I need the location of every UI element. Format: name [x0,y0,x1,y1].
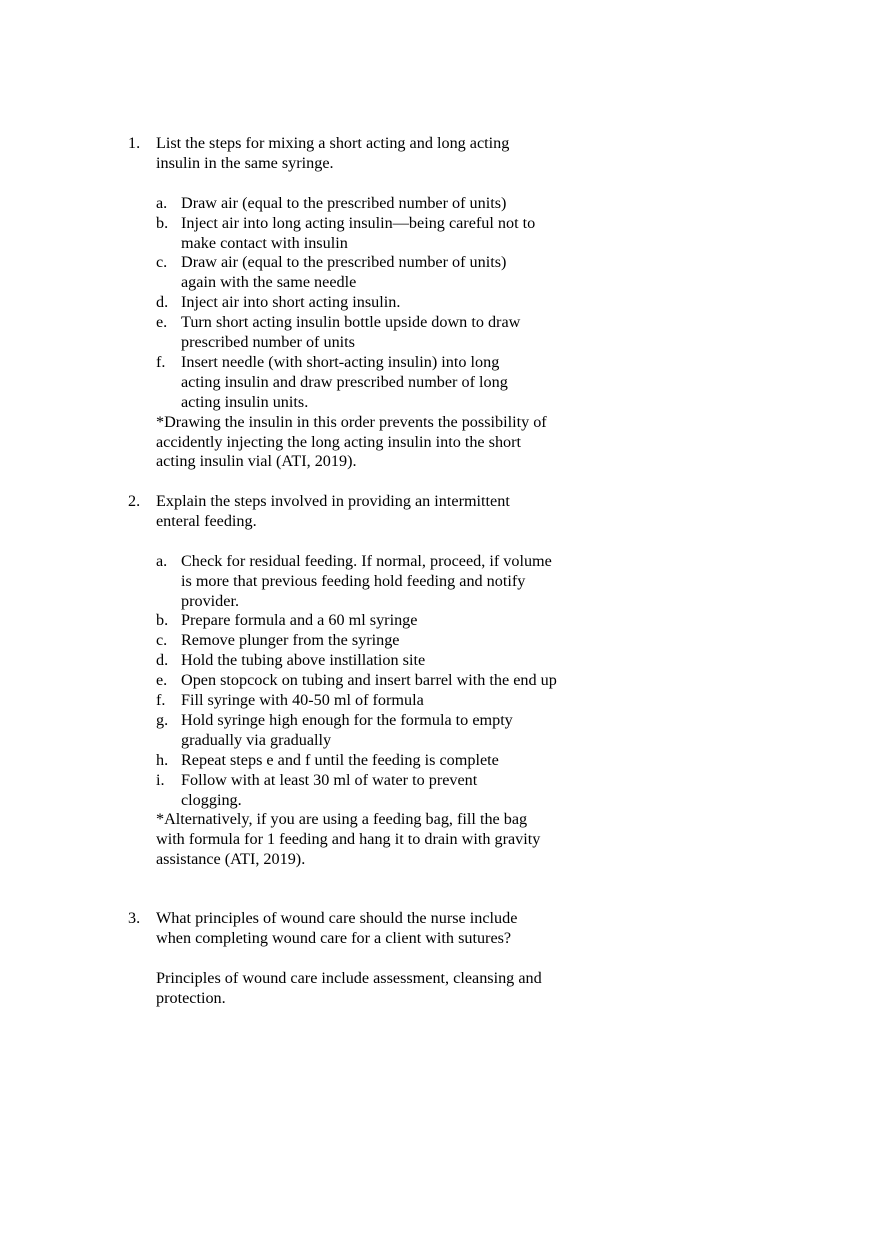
step-letter: b. [156,213,169,232]
question-1-prompt [0,134,880,174]
list-item [0,651,880,671]
question-2-note: *Alternatively, if you are using a feeding bag, fill the bag with formula for 1 feeding and hang it to drain with gravity assistance (ATI, 2019). [156,810,541,869]
step-letter: a. [156,551,168,570]
list-item [0,611,880,631]
step-text: Open stopcock on tubing and insert barrel with the end up [181,671,557,690]
step-letter: c. [156,631,168,650]
step-text: Turn short acting insulin bottle upside down to draw prescribed number of units [181,313,521,352]
step-text: Insert needle (with short-acting insulin) into long acting insulin and draw prescribed number of long acting insulin units. [181,352,508,411]
list-item [0,771,880,811]
step-text: Inject air into long acting insulin—being careful not to make contact with insulin [181,213,536,252]
step-letter: f. [156,691,166,710]
question-3-text: What principles of wound care should the nurse include when completing wound care for a client with sutures? [156,909,518,947]
step-text: Follow with at least 30 ml of water to prevent clogging. [181,770,478,809]
question-1-steps [0,194,880,413]
step-letter: d. [156,651,169,670]
question-3-prompt [0,909,880,949]
step-text: Draw air (equal to the prescribed number of units) [181,193,507,212]
list-item [0,353,880,413]
step-letter: e. [156,313,168,332]
question-2-number: 2. [128,492,141,510]
question-2-text: Explain the steps involved in providing an intermittent enteral feeding. [156,492,510,530]
step-letter: i. [156,770,165,789]
list-item [0,194,880,214]
step-letter: h. [156,750,169,769]
step-text: Repeat steps e and f until the feeding is complete [181,750,499,769]
step-letter: d. [156,293,169,312]
step-letter: a. [156,193,168,212]
list-item [0,552,880,612]
step-letter: e. [156,671,168,690]
step-text: Inject air into short acting insulin. [181,293,401,312]
list-item [0,711,880,751]
list-item [0,253,880,293]
question-1-number: 1. [128,134,141,152]
question-1 [0,134,880,472]
step-text: Check for residual feeding. If normal, proceed, if volume is more that previous feeding hold feeding and notify provider. [181,551,552,610]
step-text: Prepare formula and a 60 ml syringe [181,611,418,630]
list-item [0,631,880,651]
list-item [0,313,880,353]
question-3-answer: Principles of wound care include assessment, cleansing and protection. [156,968,542,1007]
question-3 [0,909,880,1009]
step-text: Hold the tubing above instillation site [181,651,426,670]
step-letter: g. [156,710,169,729]
step-text: Fill syringe with 40-50 ml of formula [181,691,424,710]
list-item [0,293,880,313]
question-2-prompt [0,492,880,532]
list-item [0,671,880,691]
step-letter: b. [156,611,169,630]
question-2-steps [0,552,880,811]
list-item [0,691,880,711]
step-text: Remove plunger from the syringe [181,631,400,650]
question-2 [0,492,880,870]
question-1-text: List the steps for mixing a short acting and long acting insulin in the same syringe. [156,134,510,172]
step-letter: c. [156,253,168,272]
step-letter: f. [156,352,166,371]
step-text: Draw air (equal to the prescribed number of units) again with the same needle [181,253,507,292]
list-item [0,751,880,771]
step-text: Hold syringe high enough for the formula to empty gradually via gradually [181,710,513,749]
list-item [0,214,880,254]
question-3-number: 3. [128,909,141,927]
question-1-note: *Drawing the insulin in this order prevents the possibility of accidently injecting the long acting insulin into the short acting insulin vial (ATI, 2019). [156,412,547,471]
